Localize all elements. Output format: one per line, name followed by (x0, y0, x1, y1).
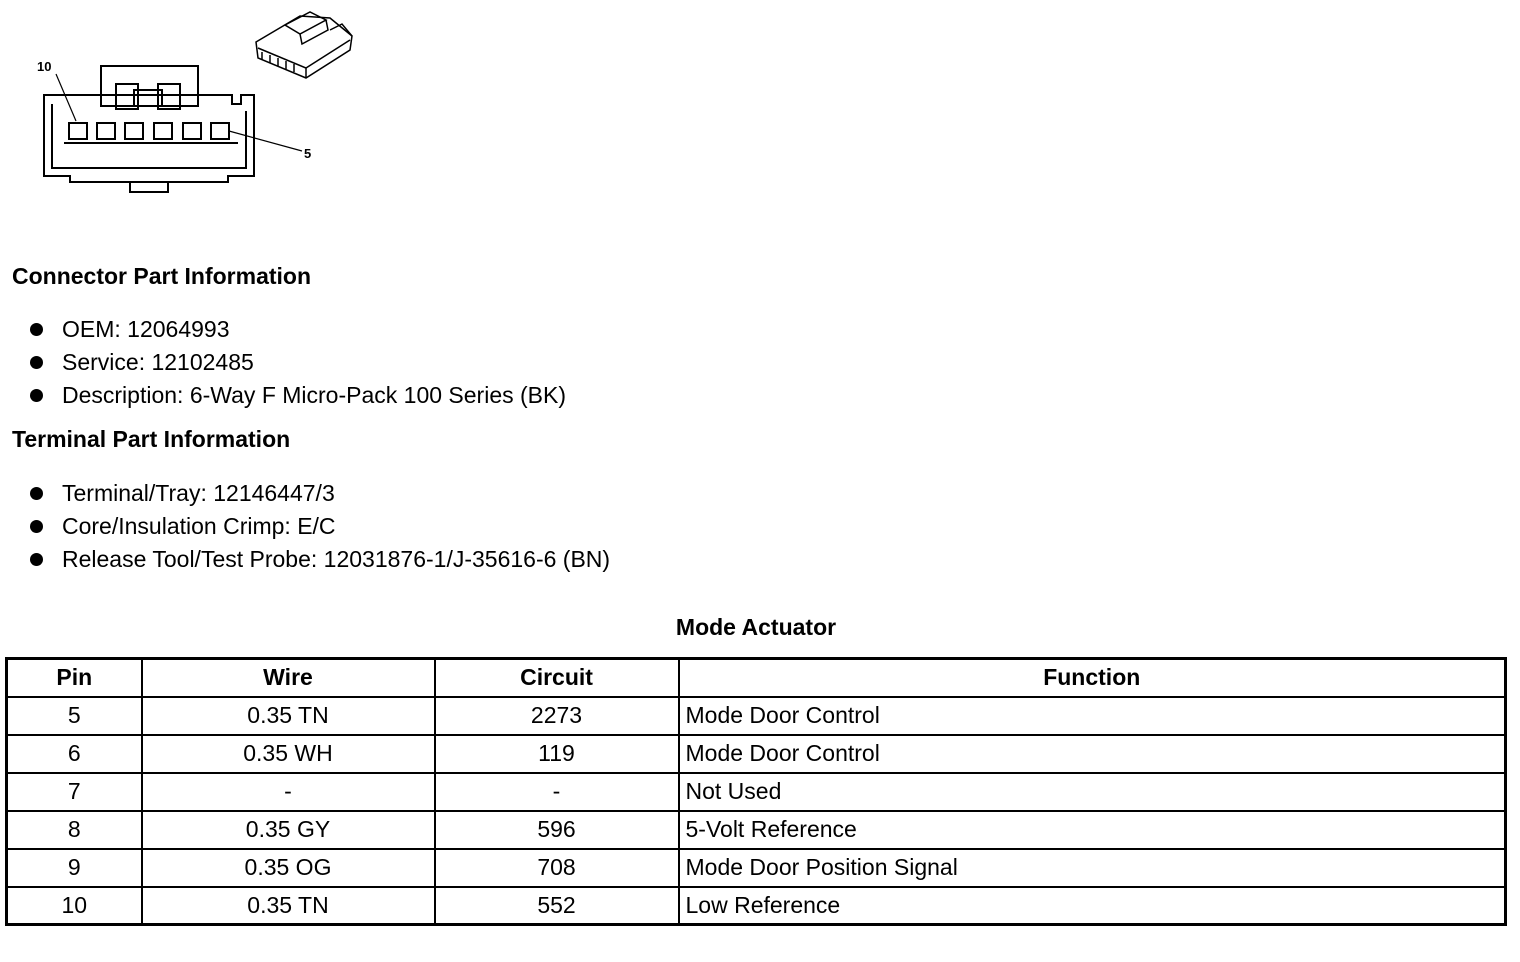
cell-wire: 0.35 TN (142, 697, 435, 735)
cell-circuit: 552 (435, 887, 679, 925)
list-item (28, 543, 610, 576)
terminal-part-info-list (28, 477, 610, 576)
connector-description: Description: 6-Way F Micro-Pack 100 Series (BK) (62, 382, 567, 408)
bullet-icon (30, 323, 43, 336)
list-item (28, 477, 610, 510)
cell-pin: 5 (7, 697, 142, 735)
terminal-release-tool: Release Tool/Test Probe: 12031876-1/J-35616-6 (BN) (62, 546, 611, 572)
pinout-table (5, 657, 1507, 926)
cell-circuit: 596 (435, 811, 679, 849)
list-item (28, 379, 566, 412)
table-header-row (7, 659, 1506, 697)
list-item (28, 313, 566, 346)
cell-function: Mode Door Position Signal (679, 849, 1506, 887)
cell-wire: 0.35 GY (142, 811, 435, 849)
table-title: Mode Actuator (675, 614, 837, 640)
table-row (7, 735, 1506, 773)
cell-pin: 8 (7, 811, 142, 849)
cell-circuit: 708 (435, 849, 679, 887)
table-row (7, 697, 1506, 735)
cell-function: Low Reference (679, 887, 1506, 925)
cell-circuit: 119 (435, 735, 679, 773)
pin-label-10: 10 (37, 59, 52, 74)
header-pin: Pin (7, 659, 142, 697)
cell-function: Mode Door Control (679, 735, 1506, 773)
cell-wire: 0.35 OG (142, 849, 435, 887)
bullet-icon (30, 553, 43, 566)
terminal-tray: Terminal/Tray: 12146447/3 (62, 480, 335, 506)
bullet-icon (30, 389, 43, 402)
cell-function: 5-Volt Reference (679, 811, 1506, 849)
list-item (28, 510, 610, 543)
terminal-crimp: Core/Insulation Crimp: E/C (62, 513, 336, 539)
bullet-icon (30, 520, 43, 533)
pin-label-5: 5 (304, 146, 312, 161)
cell-wire: 0.35 TN (142, 887, 435, 925)
table-row (7, 849, 1506, 887)
cell-wire: 0.35 WH (142, 735, 435, 773)
header-circuit: Circuit (435, 659, 679, 697)
table-row (7, 811, 1506, 849)
table-row (7, 773, 1506, 811)
bullet-icon (30, 356, 43, 369)
terminal-part-info-heading: Terminal Part Information (12, 426, 291, 452)
list-item (28, 346, 566, 379)
connector-face-drawing (44, 66, 302, 192)
connector-isometric-drawing (256, 12, 352, 78)
cell-pin: 9 (7, 849, 142, 887)
connector-service: Service: 12102485 (62, 349, 254, 375)
bullet-icon (30, 487, 43, 500)
cell-pin: 6 (7, 735, 142, 773)
cell-function: Not Used (679, 773, 1506, 811)
connector-part-info-list (28, 313, 566, 412)
cell-function: Mode Door Control (679, 697, 1506, 735)
cell-pin: 7 (7, 773, 142, 811)
cell-pin: 10 (7, 887, 142, 925)
cell-circuit: 2273 (435, 697, 679, 735)
connector-part-info-heading: Connector Part Information (12, 263, 312, 289)
connector-oem: OEM: 12064993 (62, 316, 230, 342)
cell-wire: - (142, 773, 435, 811)
table-row (7, 887, 1506, 925)
cell-circuit: - (435, 773, 679, 811)
header-function: Function (679, 659, 1506, 697)
header-wire: Wire (142, 659, 435, 697)
connector-diagram (0, 0, 380, 210)
